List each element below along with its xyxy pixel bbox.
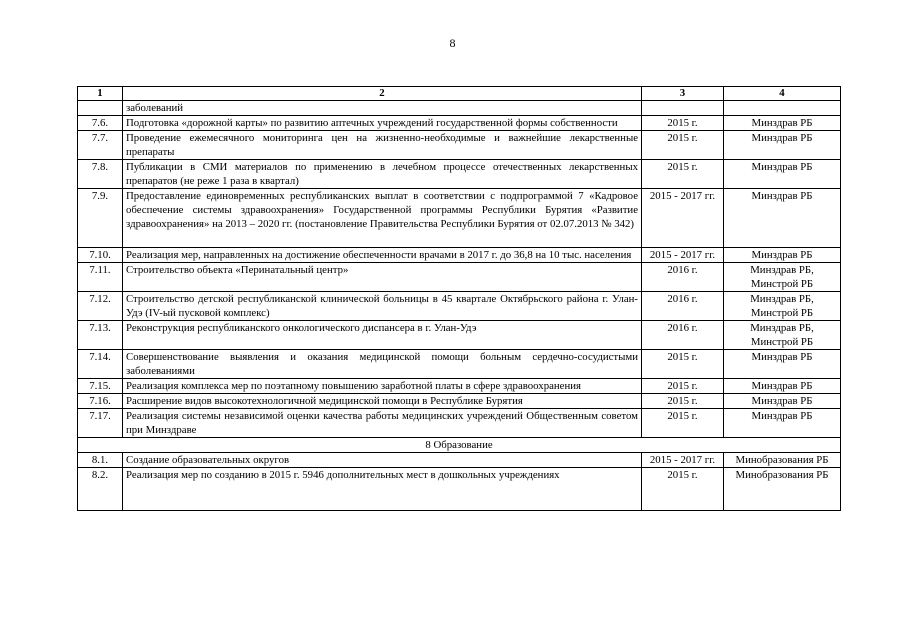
- continuation-row: [78, 101, 841, 116]
- row-executor: [724, 116, 841, 131]
- row-year: 2015 - 2017 гг.: [642, 248, 724, 263]
- row-description: Расширение видов высокотехнологичной медицинской помощи в Республике Бурятия: [123, 394, 642, 409]
- section-title: 8 Образование: [78, 438, 841, 453]
- table-row: [78, 263, 841, 292]
- row-year: 2015 г.: [642, 468, 724, 511]
- row-executor: [724, 248, 841, 263]
- row-number: 7.6.: [78, 116, 123, 131]
- row-description: Публикации в СМИ материалов по применению в лечебном процессе отечественных лекарственных препаратов (не реже 1 раза в квартал): [123, 160, 642, 189]
- row-description: Создание образовательных округов: [123, 453, 642, 468]
- table-row: [78, 189, 841, 248]
- row-number: 7.10.: [78, 248, 123, 263]
- table-row: [78, 248, 841, 263]
- row-executor: [724, 394, 841, 409]
- row-executor: [724, 101, 841, 116]
- row-description: Реализация комплекса мер по поэтапному повышению заработной платы в сфере здравоохранения: [123, 379, 642, 394]
- row-description: Совершенствование выявления и оказания медицинской помощи больным сердечно-сосудистыми заболеваниями: [123, 350, 642, 379]
- executor-line: Минздрав РБ: [751, 132, 813, 144]
- executor-line: Минздрав РБ: [751, 380, 813, 392]
- row-executor: [724, 379, 841, 394]
- column-header: 3: [642, 87, 724, 101]
- row-number: 7.7.: [78, 131, 123, 160]
- table-row: [78, 131, 841, 160]
- row-number: 8.2.: [78, 468, 123, 511]
- row-number: 7.16.: [78, 394, 123, 409]
- executor-line: Минздрав РБ,: [750, 293, 814, 305]
- table-row: [78, 292, 841, 321]
- row-year: 2015 - 2017 гг.: [642, 189, 724, 248]
- row-number: 7.9.: [78, 189, 123, 248]
- table-row: [78, 116, 841, 131]
- table-row: [78, 409, 841, 438]
- table-row: [78, 379, 841, 394]
- row-executor: [724, 350, 841, 379]
- row-number: 8.1.: [78, 453, 123, 468]
- row-year: 2015 г.: [642, 116, 724, 131]
- row-executor: [724, 409, 841, 438]
- row-executor: [724, 453, 841, 468]
- table-row: [78, 394, 841, 409]
- page-number: 8: [449, 36, 456, 50]
- executor-line: Минстрой РБ: [750, 336, 814, 348]
- executor-line: Минздрав РБ: [751, 410, 813, 422]
- row-executor: [724, 321, 841, 350]
- row-description: Реконструкция республиканского онкологического диспансера в г. Улан-Удэ: [123, 321, 642, 350]
- row-executor: [724, 189, 841, 248]
- table-row: [78, 160, 841, 189]
- column-header: 2: [123, 87, 642, 101]
- table-row: [78, 321, 841, 350]
- row-number: 7.13.: [78, 321, 123, 350]
- table-row: [78, 350, 841, 379]
- column-header: 4: [724, 87, 841, 101]
- row-executor: [724, 292, 841, 321]
- executor-line: Минобразования РБ: [735, 469, 829, 481]
- row-year: 2015 г.: [642, 350, 724, 379]
- row-executor: [724, 263, 841, 292]
- row-year: 2015 г.: [642, 131, 724, 160]
- row-executor: [724, 468, 841, 511]
- row-number: 7.12.: [78, 292, 123, 321]
- executor-line: Минздрав РБ: [751, 161, 813, 173]
- row-description: Подготовка «дорожной карты» по развитию аптечных учреждений государственной формы собственности: [123, 116, 642, 131]
- row-year: 2016 г.: [642, 321, 724, 350]
- row-executor: [724, 160, 841, 189]
- row-number: 7.14.: [78, 350, 123, 379]
- executor-line: Минздрав РБ: [751, 395, 813, 407]
- column-header: 1: [78, 87, 123, 101]
- executor-line: Минздрав РБ: [751, 190, 813, 202]
- continuation-text: заболеваний: [123, 101, 642, 116]
- executor-line: Минздрав РБ,: [750, 322, 814, 334]
- executor-line: Минздрав РБ: [751, 351, 813, 363]
- table-row: [78, 468, 841, 511]
- row-number: 7.17.: [78, 409, 123, 438]
- executor-line: Минздрав РБ,: [750, 264, 814, 276]
- row-year: 2015 г.: [642, 379, 724, 394]
- row-description: Строительство детской республиканской клинической больницы в 45 квартале Октябрьского района г. Улан-Удэ (IV-ый пусковой комплекс): [123, 292, 642, 321]
- executor-line: Минстрой РБ: [750, 278, 814, 290]
- executor-line: Минздрав РБ: [751, 249, 813, 261]
- executor-line: Минздрав РБ: [751, 117, 813, 129]
- executor-line: Минстрой РБ: [750, 307, 814, 319]
- row-year: 2016 г.: [642, 263, 724, 292]
- row-year: 2015 г.: [642, 394, 724, 409]
- header-row: [78, 87, 841, 101]
- row-year: 2015 г.: [642, 409, 724, 438]
- measures-table: [77, 86, 841, 511]
- row-description: Реализация мер по созданию в 2015 г. 5946 дополнительных мест в дошкольных учреждениях: [123, 468, 642, 511]
- row-number: 7.11.: [78, 263, 123, 292]
- executor-line: Минобразования РБ: [735, 454, 829, 466]
- row-year: 2015 - 2017 гг.: [642, 453, 724, 468]
- row-number: 7.15.: [78, 379, 123, 394]
- row-description: Проведение ежемесячного мониторинга цен на жизненно-необходимые и важнейшие лекарственные препараты: [123, 131, 642, 160]
- row-description: Реализация системы независимой оценки качества работы медицинских учреждений Общественным советом при Минздраве: [123, 409, 642, 438]
- row-description: Строительство объекта «Перинатальный центр»: [123, 263, 642, 292]
- row-executor: [724, 131, 841, 160]
- table-row: [78, 453, 841, 468]
- row-year: 2016 г.: [642, 292, 724, 321]
- row-description: Предоставление единовременных республиканских выплат в соответствии с подпрограммой 7 «Кадровое обеспечение системы здравоохранения» Государственной программы Республики Бурятия «Развитие здравоохранения» на 2013 – 2020 гг. (постановление Правительства Республики Бурятия от 02.07.2013 № 342): [123, 189, 642, 248]
- row-number: [78, 101, 123, 116]
- row-description: Реализация мер, направленных на достижение обеспеченности врачами в 2017 г. до 36,8 на 10 тыс. населения: [123, 248, 642, 263]
- row-year: [642, 101, 724, 116]
- row-number: 7.8.: [78, 160, 123, 189]
- row-year: 2015 г.: [642, 160, 724, 189]
- section-row: [78, 438, 841, 453]
